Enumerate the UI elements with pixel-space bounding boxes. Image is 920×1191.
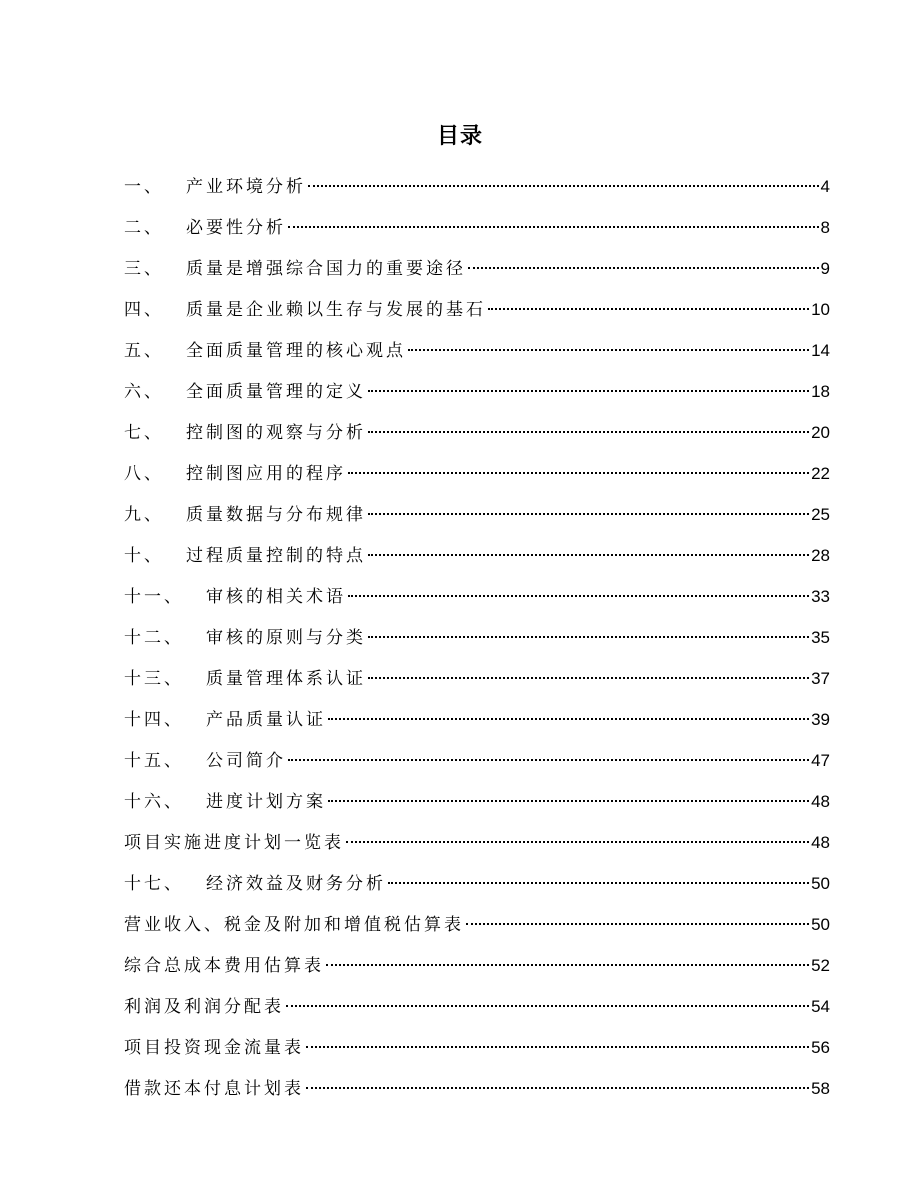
toc-entry-number: 十三、 <box>124 669 184 689</box>
toc-entry[interactable] <box>124 826 830 867</box>
toc-entry[interactable] <box>124 580 830 621</box>
toc-entry-page: 14 <box>811 341 830 360</box>
toc-dot-leader <box>466 923 809 925</box>
toc-entry[interactable] <box>124 252 830 293</box>
toc-entry-number: 二、 <box>124 218 164 238</box>
toc-entry-text: 综合总成本费用估算表 <box>124 956 324 976</box>
toc-entry-number: 七、 <box>124 423 164 443</box>
toc-entry-number: 三、 <box>124 259 164 279</box>
toc-entry-number: 八、 <box>124 464 164 484</box>
toc-entry-page: 25 <box>811 505 830 524</box>
toc-entry[interactable] <box>124 908 830 949</box>
toc-entry-page: 47 <box>811 751 830 770</box>
toc-entry-number: 十、 <box>124 546 164 566</box>
toc-entry-page: 10 <box>811 300 830 319</box>
toc-dot-leader <box>368 554 809 556</box>
toc-entry[interactable] <box>124 1072 830 1113</box>
toc-entry-text: 产品质量认证 <box>206 710 326 730</box>
toc-entry[interactable] <box>124 416 830 457</box>
toc-entry-text: 过程质量控制的特点 <box>186 546 366 566</box>
toc-entry-page: 33 <box>811 587 830 606</box>
toc-entry-text: 质量是企业赖以生存与发展的基石 <box>186 300 486 320</box>
toc-entry-page: 48 <box>811 792 830 811</box>
toc-entry[interactable] <box>124 990 830 1031</box>
toc-entry-page: 58 <box>811 1079 830 1098</box>
toc-entry-text: 全面质量管理的定义 <box>186 382 366 402</box>
toc-entry-page: 18 <box>811 382 830 401</box>
toc-entry-page: 48 <box>811 833 830 852</box>
toc-entry[interactable] <box>124 1031 830 1072</box>
toc-entry[interactable] <box>124 949 830 990</box>
toc-entry-number: 十一、 <box>124 587 184 607</box>
toc-entry-page: 54 <box>811 997 830 1016</box>
toc-entry-page: 35 <box>811 628 830 647</box>
toc-entry-text: 经济效益及财务分析 <box>206 874 386 894</box>
toc-dot-leader <box>348 595 809 597</box>
toc-entry-page: 37 <box>811 669 830 688</box>
toc-entry-text: 审核的相关术语 <box>206 587 346 607</box>
toc-entry-number: 十六、 <box>124 792 184 812</box>
toc-entry-text: 产业环境分析 <box>186 177 306 197</box>
toc-dot-leader <box>408 349 809 351</box>
toc-entry-page: 9 <box>820 259 830 278</box>
toc-entry[interactable] <box>124 375 830 416</box>
toc-entry-text: 借款还本付息计划表 <box>124 1079 304 1099</box>
toc-entry-number: 十四、 <box>124 710 184 730</box>
toc-entry[interactable] <box>124 539 830 580</box>
toc-dot-leader <box>348 472 809 474</box>
toc-dot-leader <box>288 226 819 228</box>
toc-entry-text: 全面质量管理的核心观点 <box>186 341 406 361</box>
toc-entry-text: 质量管理体系认证 <box>206 669 366 689</box>
toc-entry[interactable] <box>124 867 830 908</box>
toc-entry-page: 39 <box>811 710 830 729</box>
toc-entry-text: 进度计划方案 <box>206 792 326 812</box>
toc-entry-page: 52 <box>811 956 830 975</box>
toc-entry-text: 审核的原则与分类 <box>206 628 366 648</box>
toc-entry-text: 控制图应用的程序 <box>186 464 346 484</box>
toc-entry-page: 22 <box>811 464 830 483</box>
toc-entry[interactable] <box>124 744 830 785</box>
toc-entry-text: 利润及利润分配表 <box>124 997 284 1017</box>
toc-entry-page: 56 <box>811 1038 830 1057</box>
toc-entry-text: 质量是增强综合国力的重要途径 <box>186 259 466 279</box>
toc-entry[interactable] <box>124 293 830 334</box>
toc-entry-page: 4 <box>820 177 830 196</box>
toc-entry-page: 8 <box>820 218 830 237</box>
toc-entry-number: 十七、 <box>124 874 184 894</box>
toc-dot-leader <box>306 1046 809 1048</box>
toc-entry[interactable] <box>124 662 830 703</box>
toc-title: 目录 <box>436 124 483 149</box>
toc-dot-leader <box>346 841 809 843</box>
toc-dot-leader <box>326 964 809 966</box>
toc-entry-number: 五、 <box>124 341 164 361</box>
toc-entry-text: 控制图的观察与分析 <box>186 423 366 443</box>
toc-entry-text: 质量数据与分布规律 <box>186 505 366 525</box>
toc-entry[interactable] <box>124 621 830 662</box>
toc-entry-text: 必要性分析 <box>186 218 286 238</box>
toc-dot-leader <box>368 636 809 638</box>
toc-dot-leader <box>286 1005 809 1007</box>
toc-entry-page: 50 <box>811 874 830 893</box>
toc-dot-leader <box>306 1087 809 1089</box>
toc-dot-leader <box>288 759 809 761</box>
toc-entry[interactable] <box>124 703 830 744</box>
toc-entry-number: 九、 <box>124 505 164 525</box>
toc-dot-leader <box>368 390 809 392</box>
toc-dot-leader <box>388 882 809 884</box>
toc-entry-page: 20 <box>811 423 830 442</box>
toc-entry[interactable] <box>124 211 830 252</box>
toc-entry-text: 营业收入、税金及附加和增值税估算表 <box>124 915 464 935</box>
toc-entry-text: 项目实施进度计划一览表 <box>124 833 344 853</box>
toc-entry-page: 28 <box>811 546 830 565</box>
toc-entry-number: 一、 <box>124 177 164 197</box>
toc-entry[interactable] <box>124 170 830 211</box>
toc-list <box>124 170 830 1113</box>
toc-entry[interactable] <box>124 785 830 826</box>
toc-entry-page: 50 <box>811 915 830 934</box>
toc-entry-number: 十五、 <box>124 751 184 771</box>
toc-dot-leader <box>368 431 809 433</box>
toc-dot-leader <box>488 308 809 310</box>
toc-entry[interactable] <box>124 457 830 498</box>
toc-dot-leader <box>468 267 819 269</box>
toc-dot-leader <box>328 718 809 720</box>
toc-dot-leader <box>368 513 809 515</box>
toc-entry[interactable] <box>124 334 830 375</box>
toc-entry-number: 四、 <box>124 300 164 320</box>
toc-entry-number: 十二、 <box>124 628 184 648</box>
toc-dot-leader <box>308 185 819 187</box>
toc-entry[interactable] <box>124 498 830 539</box>
toc-dot-leader <box>328 800 809 802</box>
toc-dot-leader <box>368 677 809 679</box>
toc-entry-text: 项目投资现金流量表 <box>124 1038 304 1058</box>
toc-entry-number: 六、 <box>124 382 164 402</box>
toc-entry-text: 公司简介 <box>206 751 286 771</box>
